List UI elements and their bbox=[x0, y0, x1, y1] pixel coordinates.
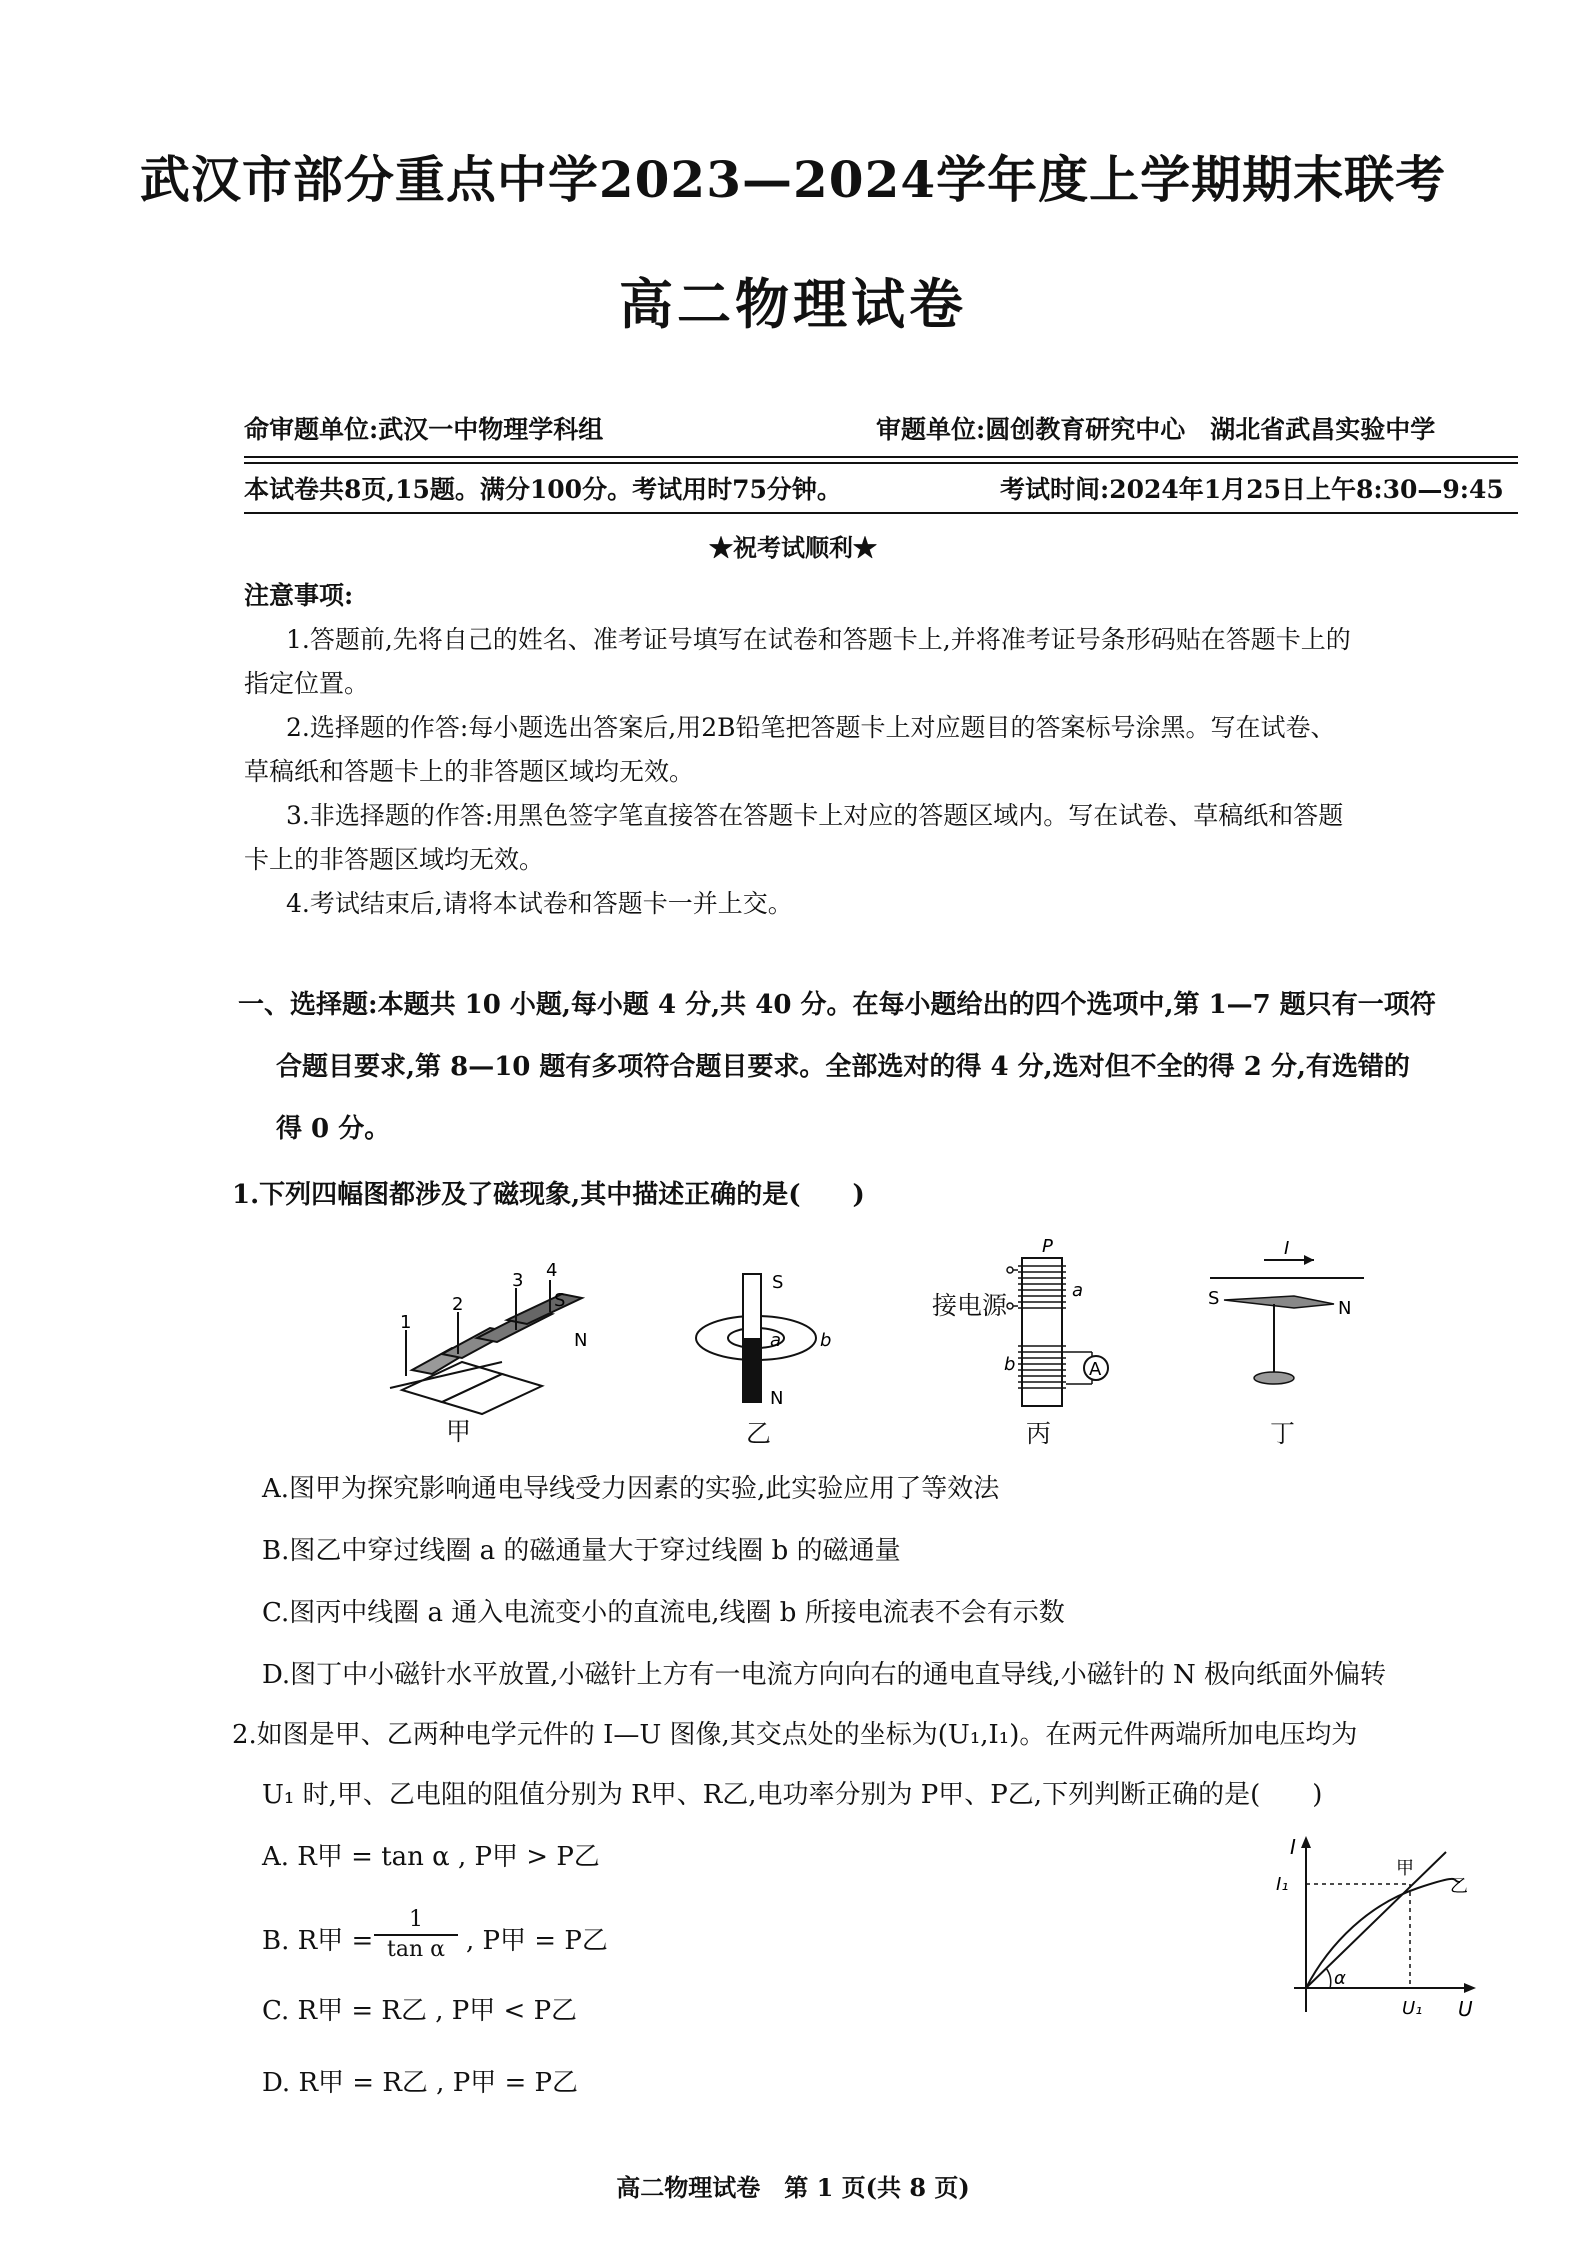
graph-u1: U₁ bbox=[1402, 1998, 1423, 2019]
fig-jia-num-2: 2 bbox=[452, 1294, 464, 1315]
note-4: 4.考试结束后,请将本试卷和答题卡一并上交。 bbox=[286, 889, 793, 918]
section1-line1: 一、选择题:本题共 10 小题,每小题 4 分,共 40 分。在每小题给出的四个选项中,第 1—7 题只有一项符 bbox=[238, 990, 1436, 1020]
fig-jia-num-3: 3 bbox=[512, 1270, 524, 1291]
fig-yi-n: N bbox=[770, 1388, 784, 1409]
section1-line3: 得 0 分。 bbox=[276, 1114, 391, 1144]
q2-iu-graph bbox=[1270, 1832, 1480, 2022]
note-1a: 1.答题前,先将自己的姓名、准考证号填写在试卷和答题卡上,并将准考证号条形码贴在答题卡上的 bbox=[286, 625, 1351, 654]
fig-bing-label: 丙 bbox=[1026, 1419, 1052, 1448]
section1-line2: 合题目要求,第 8—10 题有多项符合题目要求。全部选对的得 4 分,选对但不全的得 2 分,有选错的 bbox=[276, 1052, 1410, 1082]
q1-option-d: D.图丁中小磁针水平放置,小磁针上方有一电流方向向右的通电直导线,小磁针的 N 极向纸面外偏转 bbox=[262, 1660, 1386, 1690]
figure-jia bbox=[382, 1250, 602, 1420]
coils-on-core-drawing bbox=[1004, 1236, 1140, 1416]
figure-bing bbox=[1004, 1236, 1140, 1416]
note-3b: 卡上的非答题区域均无效。 bbox=[244, 845, 545, 874]
magnets-and-rail-drawing bbox=[382, 1250, 602, 1420]
fig-bing-a: a bbox=[1072, 1280, 1084, 1301]
fig-bing-p: P bbox=[1042, 1236, 1053, 1257]
fig-jia-s: S bbox=[554, 1290, 566, 1311]
compass-under-wire-drawing bbox=[1204, 1238, 1374, 1408]
q1-option-c: C.图丙中线圈 a 通入电流变小的直流电,线圈 b 所接电流表不会有示数 bbox=[262, 1598, 1065, 1628]
exam-subtitle: 高二物理试卷 bbox=[619, 272, 967, 336]
fig-bing-b: b bbox=[1004, 1354, 1016, 1375]
fig-ding-s: S bbox=[1208, 1288, 1220, 1309]
q2-option-b-numerator: 1 bbox=[374, 1906, 458, 1936]
note-3a: 3.非选择题的作答:用黑色签字笔直接答在答题卡上对应的答题区域内。写在试卷、草稿纸和答题 bbox=[286, 801, 1344, 830]
figure-ding bbox=[1204, 1238, 1374, 1408]
header-rule-2 bbox=[244, 462, 1518, 464]
fig-yi-b: b bbox=[820, 1330, 832, 1351]
q1-stem: 1.下列四幅图都涉及了磁现象,其中描述正确的是( ) bbox=[232, 1180, 865, 1210]
q2-option-b-fraction bbox=[374, 1906, 458, 1964]
q2-option-a: A. R甲 = tan α , P甲 > P乙 bbox=[262, 1842, 600, 1872]
fig-jia-n: N bbox=[574, 1330, 588, 1351]
graph-i-axis: I bbox=[1290, 1835, 1296, 1859]
fig-ding-label: 丁 bbox=[1270, 1419, 1296, 1448]
graph-alpha: α bbox=[1334, 1968, 1346, 1989]
page-footer: 高二物理试卷 第 1 页(共 8 页) bbox=[616, 2173, 970, 2202]
header-rule-3 bbox=[244, 512, 1518, 514]
bar-magnet-coils-drawing bbox=[686, 1262, 866, 1412]
graph-jia: 甲 bbox=[1396, 1858, 1414, 1879]
fig-yi-label: 乙 bbox=[746, 1419, 772, 1448]
q1-option-b: B.图乙中穿过线圈 a 的磁通量大于穿过线圈 b 的磁通量 bbox=[262, 1536, 901, 1566]
fig-jia-label: 甲 bbox=[446, 1417, 472, 1446]
exam-title: 武汉市部分重点中学2023—2024学年度上学期期末联考 bbox=[139, 150, 1447, 209]
q1-option-a: A.图甲为探究影响通电导线受力因素的实验,此实验应用了等效法 bbox=[262, 1474, 1000, 1504]
q2-option-b-suffix: , P甲 = P乙 bbox=[466, 1926, 608, 1956]
note-2b: 草稿纸和答题卡上的非答题区域均无效。 bbox=[244, 757, 695, 786]
q2-option-b-prefix: B. R甲 = bbox=[262, 1926, 374, 1956]
q2-option-b-denominator: tan α bbox=[387, 1937, 445, 1962]
note-2a: 2.选择题的作答:每小题选出答案后,用2B铅笔把答题卡上对应题目的答案标号涂黑。写在试卷、 bbox=[286, 713, 1336, 742]
fig-yi-s: S bbox=[772, 1272, 784, 1293]
reviewer-unit: 审题单位:圆创教育研究中心 湖北省武昌实验中学 bbox=[876, 415, 1436, 444]
note-1b: 指定位置。 bbox=[244, 669, 370, 698]
iu-graph-drawing bbox=[1270, 1832, 1480, 2022]
exam-time: 考试时间:2024年1月25日上午8:30—9:45 bbox=[1000, 475, 1504, 504]
q2-stem-line1: 2.如图是甲、乙两种电学元件的 I—U 图像,其交点处的坐标为(U₁,I₁)。在两元件两端所加电压均为 bbox=[232, 1720, 1358, 1750]
fig-ding-n: N bbox=[1338, 1298, 1352, 1319]
graph-i1: I₁ bbox=[1276, 1874, 1289, 1895]
fig-ding-i: I bbox=[1284, 1238, 1290, 1259]
figure-yi bbox=[686, 1262, 866, 1412]
header-rule-1 bbox=[244, 456, 1518, 458]
q2-option-d: D. R甲 = R乙 , P甲 = P乙 bbox=[262, 2068, 579, 2098]
graph-yi: 乙 bbox=[1450, 1876, 1468, 1897]
exam-info: 本试卷共8页,15题。满分100分。考试用时75分钟。 bbox=[244, 475, 842, 504]
fig-bing-source: 接电源 bbox=[932, 1291, 1008, 1320]
setter-unit: 命审题单位:武汉一中物理学科组 bbox=[244, 415, 604, 444]
q2-stem-line2: U₁ 时,甲、乙电阻的阻值分别为 R甲、R乙,电功率分别为 P甲、P乙,下列判断正确的是( ) bbox=[262, 1780, 1323, 1810]
fig-bing-meter: A bbox=[1089, 1359, 1102, 1380]
fig-jia-num-4: 4 bbox=[546, 1260, 558, 1281]
q2-option-c: C. R甲 = R乙 , P甲 < P乙 bbox=[262, 1996, 578, 2026]
graph-u-axis: U bbox=[1458, 1997, 1473, 2021]
good-luck-banner: ★祝考试顺利★ bbox=[709, 533, 877, 562]
fig-yi-a: a bbox=[770, 1330, 782, 1351]
line-jia bbox=[1306, 1852, 1446, 1988]
fig-jia-num-1: 1 bbox=[400, 1312, 412, 1333]
notes-heading: 注意事项: bbox=[244, 581, 354, 610]
